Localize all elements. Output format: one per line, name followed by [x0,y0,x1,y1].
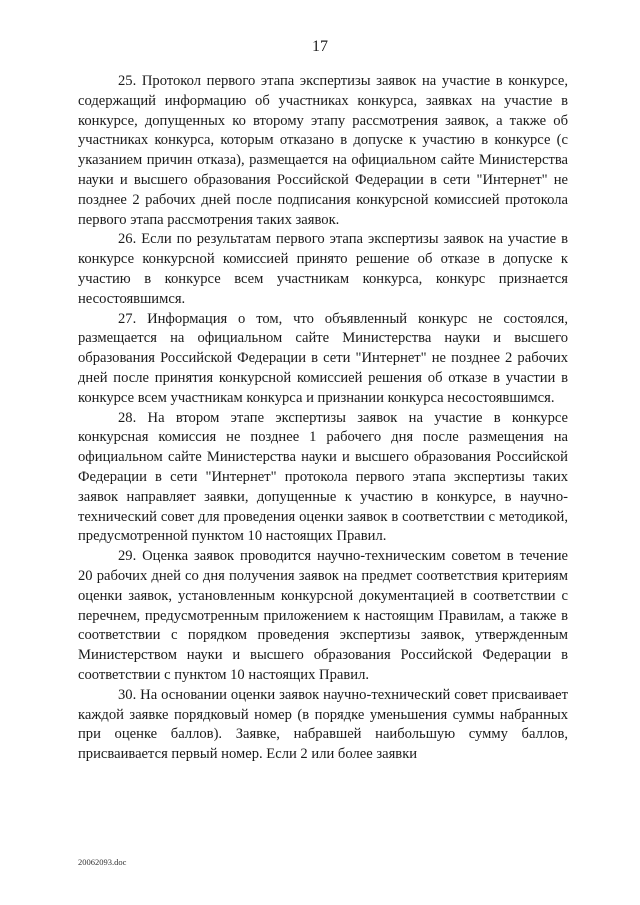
document-body [78,72,568,765]
page-number: 17 [312,38,328,55]
paragraph-30: 30. На основании оценки заявок научно-технический совет присваивает каждой заявке порядковый номер (в порядке уменьшения суммы набранных при оценке баллов). Заявке, набравшей наибольшую сумму баллов, присваивается первый номер. Если 2 или более заявки [78,686,568,763]
paragraph-27: 27. Информация о том, что объявленный конкурс не состоялся, размещается на официальном сайте Министерства науки и высшего образования Российской Федерации в сети "Интернет" не позднее 2 рабочих дней после принятия конкурсной комиссией решения об отказе в участии в конкурсе всем участникам конкурса и признании конкурса несостоявшимся. [78,310,568,406]
paragraph-28: 28. На втором этапе экспертизы заявок на участие в конкурсе конкурсная комиссия не позднее 1 рабочего дня после размещения на официальном сайте Министерства науки и высшего образования Российской Федерации в сети "Интернет" протокола первого этапа экспертизы таких заявок направляет заявки, допущенные к участию в конкурсе, в научно-технический совет для проведения оценки заявок в соответствии с методикой, предусмотренной пунктом 10 настоящих Правил. [78,409,568,545]
paragraph-25: 25. Протокол первого этапа экспертизы заявок на участие в конкурсе, содержащий информацию об участниках конкурса, заявках на участие в конкурсе, допущенных ко второму этапу рассмотрения заявок, а также об участниках конкурса, которым отказано в допуске к участию в конкурсе (с указанием причин отказа), размещается на официальном сайте Министерства науки и высшего образования Российской Федерации в сети "Интернет" не позднее 2 рабочих дней после подписания конкурсной комиссией протокола первого этапа рассмотрения таких заявок. [78,73,568,228]
paragraph-26: 26. Если по результатам первого этапа экспертизы заявок на участие в конкурсе конкурсной комиссией принято решение об отказе в допуске к участию в конкурсе всем участникам конкурса, конкурс признается несостоявшимся. [78,231,568,307]
paragraph-29: 29. Оценка заявок проводится научно-техническим советом в течение 20 рабочих дней со дня получения заявок на предмет соответствия критериям оценки заявок, установленным конкурсной документацией в соответствии с перечнем, предусмотренным приложением к настоящим Правилам, а также в соответствии с порядком проведения экспертизы заявок, утвержденным Министерством науки и высшего образования Российской Федерации в соответствии с пунктом 10 настоящих Правил. [78,548,568,683]
footer-filename: 20062093.doc [78,857,127,867]
